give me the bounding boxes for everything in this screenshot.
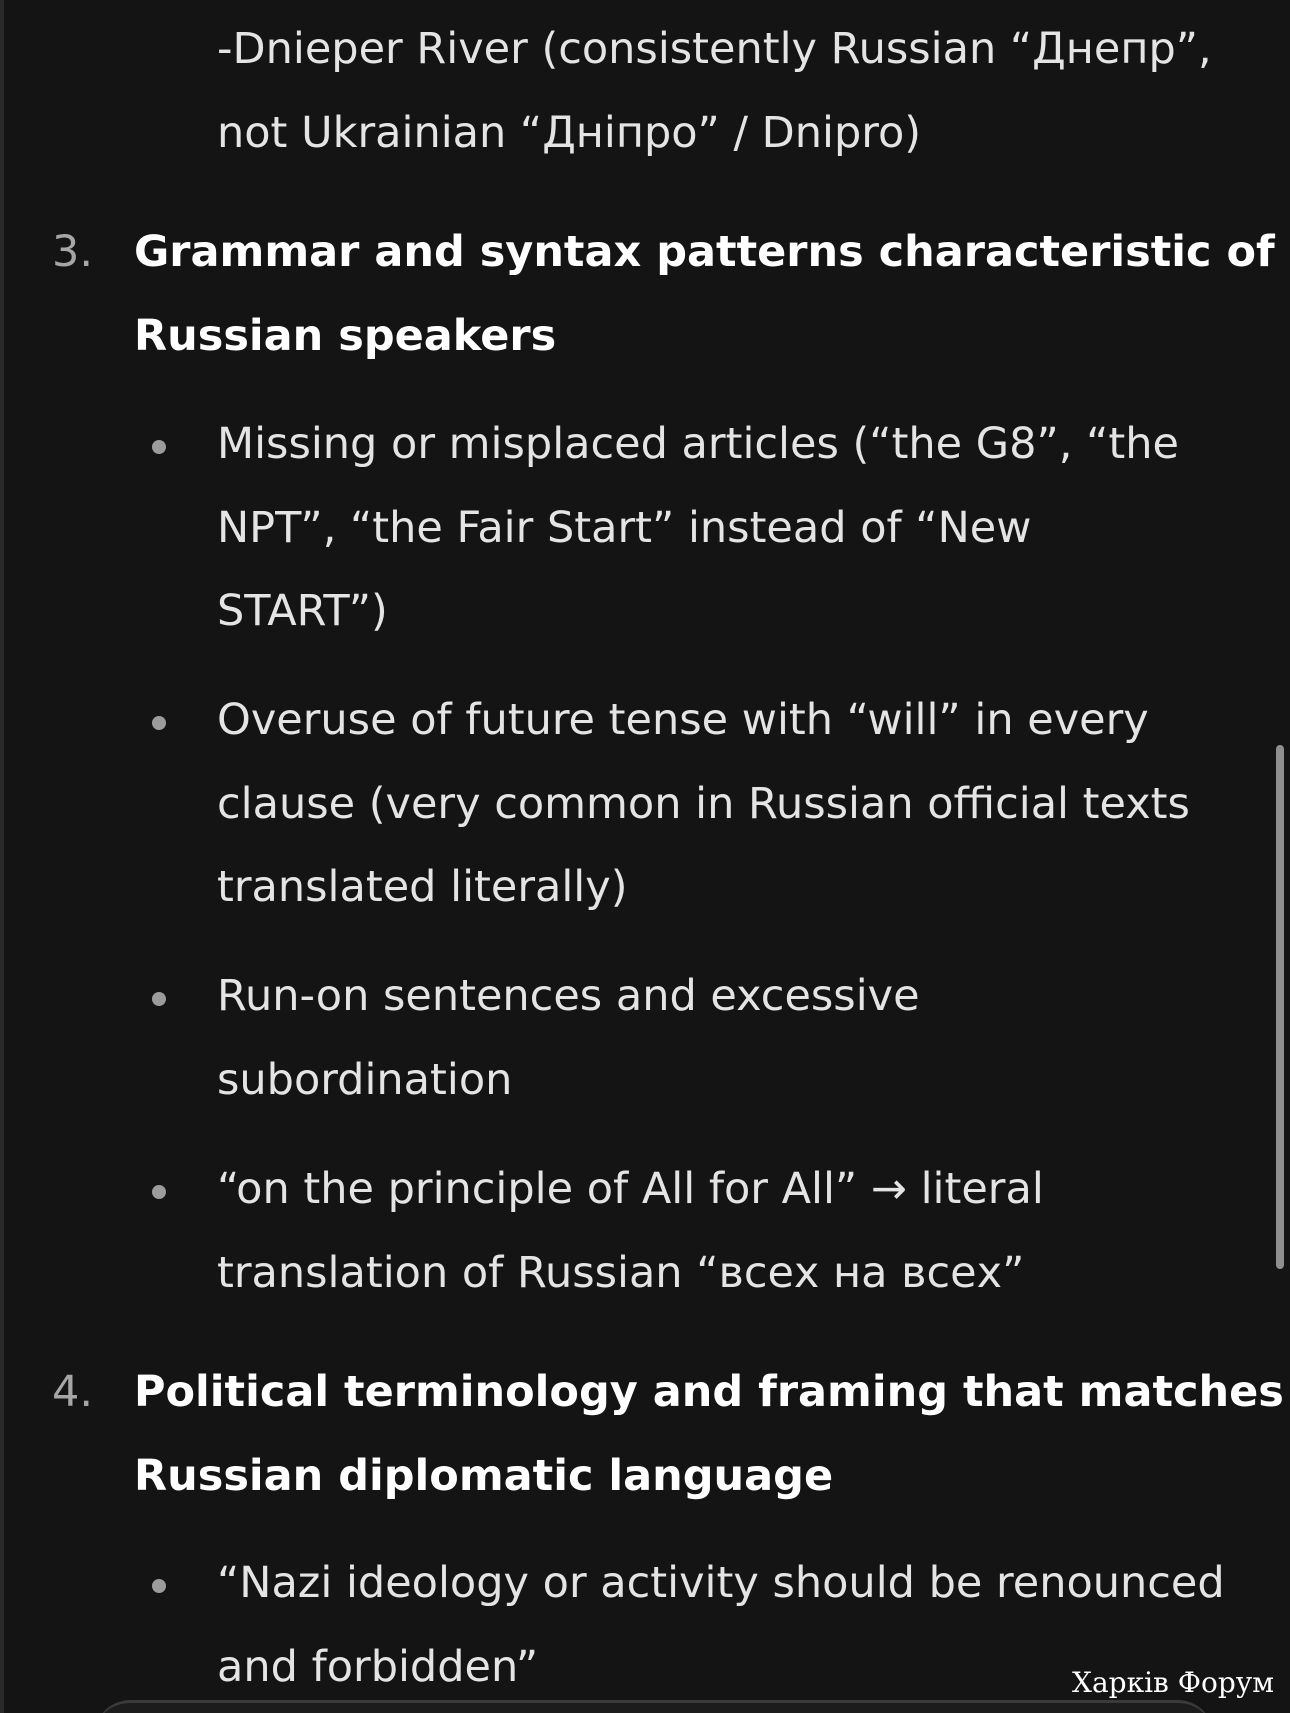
list-item-text: “on the principle of All for All” → literal [217, 1164, 1044, 1214]
list-item-text: translation of Russian “всех на всех” [217, 1248, 1025, 1298]
watermark: Харків Форум [1072, 1666, 1274, 1699]
section-heading: Political terminology and framing that matches [134, 1367, 1284, 1417]
list-number: 4. [52, 1367, 94, 1417]
list-item-text: Missing or misplaced articles (“the G8”, “the [217, 419, 1179, 469]
list-number: 3. [52, 227, 94, 277]
list-item-text: translated literally) [217, 862, 628, 912]
section-heading: Grammar and syntax patterns characteristic of [134, 227, 1275, 277]
bullet-icon [152, 992, 166, 1006]
list-item-text: Run-on sentences and excessive [217, 971, 920, 1021]
scrollbar-thumb[interactable] [1276, 745, 1284, 1269]
list-item-text: clause (very common in Russian official texts [217, 779, 1190, 829]
section-heading: Russian diplomatic language [134, 1451, 834, 1501]
message-composer[interactable] [94, 1700, 1214, 1713]
list-item-text: NPT”, “the Fair Start” instead of “New [217, 503, 1032, 553]
bullet-icon [152, 716, 166, 730]
bullet-icon [152, 1185, 166, 1199]
list-item-text: and forbidden” [217, 1642, 539, 1692]
list-item-text: START”) [217, 586, 388, 636]
section-heading: Russian speakers [134, 311, 557, 361]
bullet-icon [152, 440, 166, 454]
list-item-text: -Dnieper River (consistently Russian “Днепр”, [217, 24, 1212, 74]
bullet-icon [152, 1579, 166, 1593]
list-item-text: Overuse of future tense with “will” in every [217, 695, 1149, 745]
list-item-text: not Ukrainian “Дніпро” / Dnipro) [217, 108, 922, 158]
list-item-text: subordination [217, 1055, 513, 1105]
list-item-text: “Nazi ideology or activity should be renounced [217, 1558, 1225, 1608]
